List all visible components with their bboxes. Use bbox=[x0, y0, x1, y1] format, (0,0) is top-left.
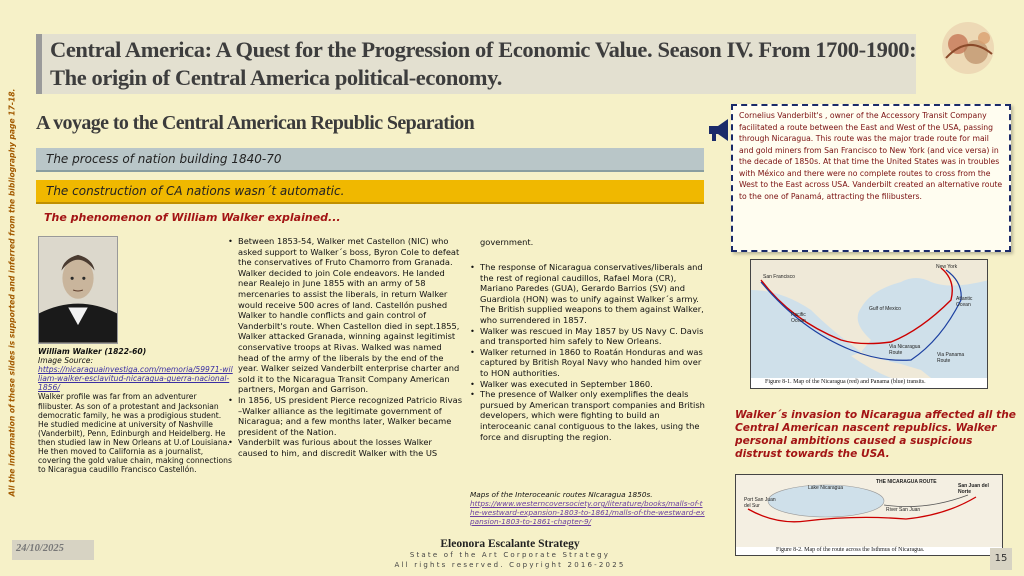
image-source-link[interactable]: https://nicaraguainvestiga.com/memoria/59971-william-walker-esclavitud-nicaragua-guerra-nacional-1856/ bbox=[38, 365, 233, 393]
portrait-info bbox=[38, 347, 233, 474]
bullet-item: • Walker returned in 1860 to Roatán Honduras and was captured by British Royal Navy who handed him over to HON authorities. bbox=[470, 347, 706, 379]
slide-date: 24/10/2025 bbox=[12, 540, 94, 560]
side-note: All the information of these slides is supported and inferred from the bibliography page 17-18. bbox=[7, 88, 17, 497]
map-label: THE NICARAGUA ROUTE bbox=[876, 479, 937, 485]
vanderbilt-callout: Cornelius Vanderbilt's , owner of the Accessory Transit Company facilitated a route between the East and West of the USA, passing through Nicaragua. This route was the major trade route for mail and gold miners from San Francisco to New York (and vice versa) in the decade of 1850s. At that time the United States was in troubles with México and there were no complete routes to cross from the West to the East across USA. Vanderbilt created an alternative route to the one of Panamá, attracting the filibusters. bbox=[731, 104, 1011, 252]
map-label: River San Juan bbox=[886, 507, 921, 513]
bullet-continuation: government. bbox=[480, 237, 534, 247]
map-label: San Juan del Norte bbox=[958, 483, 989, 495]
map-label: Via Panama Route bbox=[937, 352, 965, 364]
nicaragua-isthmus-map bbox=[735, 474, 1003, 556]
bullet-item: • Between 1853-54, Walker met Castellon (NIC) who asked support to Walker´s boss, Byron Cole to defeat the conservatives of Fruto Chamorro from Granada. Walker decided to join Cole endeavors. He landed near Realejo in June 1855 with an army of 58 mercenaries to assist the liberals, in return Walker would receive 500 acres of land. Castellón pushed Walker to handle conflicts and gain control of Vanderbilt's route. When Castellon died in sept.1855, Walker attacked Granada, winning against legitimist conservative troops at Rivas. Walked was named head of the army of the liberals by the end of the year. Walker seized Vanderbilt enterprise charter and sold it to the Nicaragua Transit Company American partners, Morgan and Garrison. bbox=[228, 236, 464, 395]
portrait-caption: William Walker (1822-60) bbox=[38, 347, 147, 356]
company-name: Eleonora Escalante Strategy bbox=[440, 538, 580, 550]
bullet-column-2 bbox=[470, 262, 706, 442]
map-label: Pacific Ocean bbox=[791, 312, 806, 324]
transit-routes-map bbox=[750, 259, 988, 389]
company-tagline: State of the Art Corporate Strategy bbox=[409, 551, 611, 559]
maps-caption: Maps of the Interoceanic routes NIcaragua 1850s. bbox=[470, 490, 653, 499]
bullet-item: • Vanderbilt was furious about the losses Walker caused to him, and discredit Walker with the US bbox=[228, 437, 464, 458]
map-label: San Francisco bbox=[763, 274, 795, 280]
bullet-item: • In 1856, US president Pierce recognized Patricio Rivas –Walker alliance as the legitimate government of Nicaragua; and a few months later, Walker became president of the Nation. bbox=[228, 395, 464, 437]
map-label: Port San Juan del Sur bbox=[744, 497, 776, 509]
conclusion-text: Walker´s invasion to Nicaragua affected all the Central American nascent republics. Walker personal ambitions caused a suspicious distrust towards the USA. bbox=[735, 409, 1016, 460]
bullet-item: • The presence of Walker only exemplifies the deals pursued by American transport companies and British developers, which were fighting to build an interoceanic canal contiguous to the lakes, using the force and disrupting the region. bbox=[470, 389, 706, 442]
decorative-illustration bbox=[928, 14, 1008, 78]
bullet-column-1 bbox=[228, 236, 464, 458]
map-label: New York bbox=[936, 264, 958, 270]
bullet-item: • Walker was rescued in May 1857 by US Navy C. Davis and transported him safely to New Orleans. bbox=[470, 326, 706, 347]
map-label: Atlantic Ocean bbox=[956, 296, 973, 308]
maps-source bbox=[470, 490, 706, 526]
megaphone-icon bbox=[706, 115, 732, 145]
walker-biography: Walker profile was far from an adventurer filibuster. As son of a protestant and Jacksonian democratic family, he was a prodigious student. He studied medicine at university of Nashville (Vanderbilt), Penn, Edinburgh and Heidelberg. He then studied law in New Orleans at U.of Louisiana. He then moved to California as a journalist, covering the gold value chain, making connections to Nicaragua caudillo Francisco Castellón. bbox=[38, 392, 232, 475]
bullet-item: • Walker was executed in September 1860. bbox=[470, 379, 706, 390]
map2-caption: Figure 8-2. Map of the route across the Isthmus of Nicaragua. bbox=[776, 547, 925, 553]
statement-bar bbox=[36, 180, 704, 204]
map-label: Gulf of Mexico bbox=[869, 306, 901, 312]
slide-title: Central America: A Quest for the Progression of Economic Value. Season IV. From 1700-1900: The origin of Central America political-economy. bbox=[50, 37, 917, 90]
map-label: Lake Nicaragua bbox=[808, 485, 844, 491]
statement-bar-label: The construction of CA nations wasn´t automatic. bbox=[46, 184, 345, 198]
section-heading: The phenomenon of William Walker explained... bbox=[44, 211, 341, 224]
footer bbox=[380, 538, 640, 570]
page-number: 15 bbox=[990, 548, 1012, 570]
maps-source-link[interactable]: https://www.westerncoversociety.org/literature/books/malls-of-the-westward-expansion-1803-to-1861/malls-of-the-westward-expansion-1803-to-1861-chapter-9/ bbox=[470, 499, 705, 526]
image-source-label: Image Source: bbox=[38, 356, 94, 366]
section-subtitle: A voyage to the Central American Republic Separation bbox=[36, 112, 475, 134]
copyright: All rights reserved. Copyright 2016-2025 bbox=[394, 561, 626, 569]
topic-bar-label: The process of nation building 1840-70 bbox=[46, 152, 282, 166]
map1-caption: Figure 8-1. Map of the Nicaragua (red) and Panama (blue) transits. bbox=[765, 379, 926, 385]
topic-bar bbox=[36, 148, 704, 172]
map-label: Via Nicaragua Route bbox=[889, 344, 921, 356]
bullet-item: • The response of Nicaragua conservatives/liberals and the rest of regional caudillos, Rafael Mora (CR), Mariano Paredes (GUA), Gerardo Barrios (SV) and Guardiola (HON) was to unify against Walker´s army. The British supplied weapons to them against Walker, who surrendered in 1857. bbox=[470, 262, 706, 326]
william-walker-portrait bbox=[38, 236, 118, 344]
